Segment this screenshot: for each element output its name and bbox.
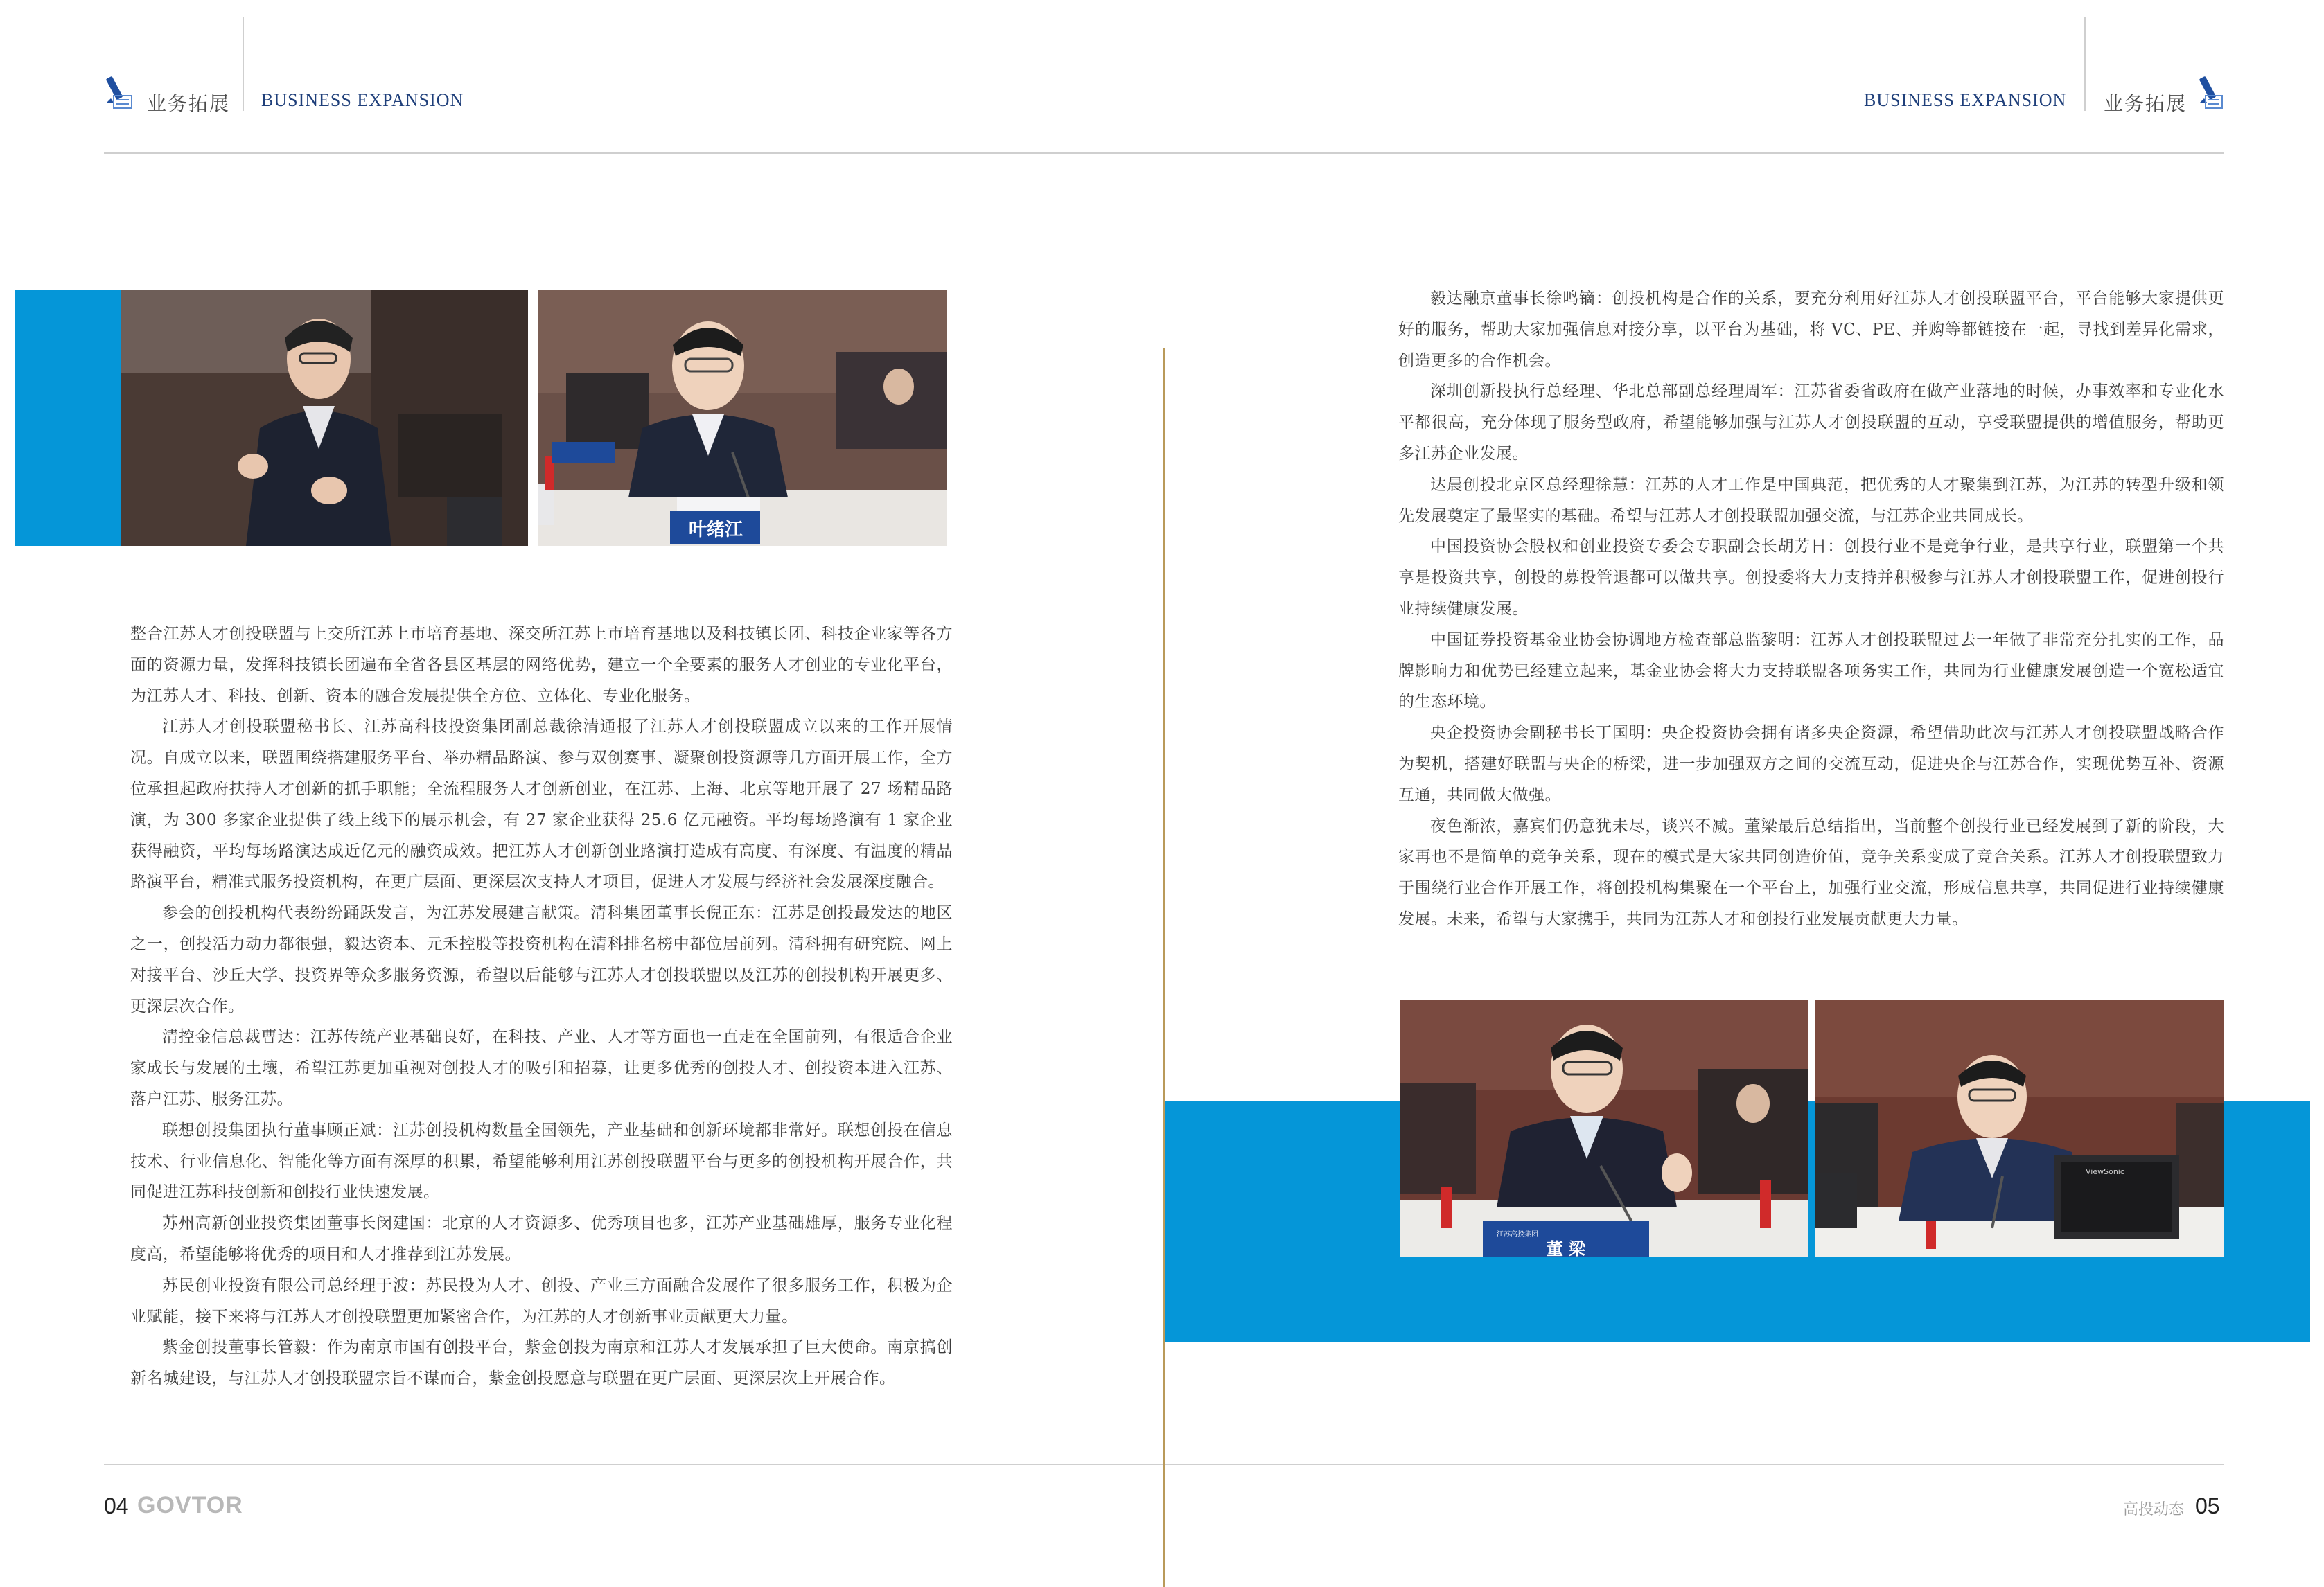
left-paragraph: 联想创投集团执行董事顾正斌：江苏创投机构数量全国领先，产业基础和创新环境都非常好。联想创投在信息技术、行业信息化、智能化等方面有深厚的积累，希望能够利用江苏创投联盟平台与更多的创投机构开展合作，共同促进江苏科技创新和创投行业快速发展。 [130,1121,953,1202]
left-photo-accent-bar [15,290,123,546]
right-paragraph: 深圳创新投执行总经理、华北总部副总经理周军：江苏省委省政府在做产业落地的时候，办事效率和专业化水平都很高，充分体现了服务型政府，希望能够加强与江苏人才创投联盟的互动，享受联盟提供的增值服务，帮助更多江苏企业发展。 [1398,382,2224,463]
right-paragraph: 毅达融京董事长徐鸣镝：创投机构是合作的关系，要充分利用好江苏人才创投联盟平台，平台能够大家提供更好的服务，帮助大家加强信息对接分享，以平台为基础，将 VC、PE、并购等都链接在一起，寻找到差异化需求，创造更多的合作机会。 [1398,290,2224,370]
right-paragraph: 中国证券投资基金业协会协调地方检查部总监黎明：江苏人才创投联盟过去一年做了非常充分扎实的工作，品牌影响力和优势已经建立起来，基金业协会将大力支持联盟各项务实工作，共同为行业健康发展创造一个宽松适宜的生态环境。 [1398,630,2224,711]
govtor-logo: GOVTOR [137,1492,243,1518]
right-header-divider [2084,17,2086,111]
right-paragraph: 夜色渐浓，嘉宾们仍意犹未尽，谈兴不减。董梁最后总结指出，当前整个创投行业已经发展到了新的阶段，大家再也不是简单的竞争关系，现在的模式是大家共同创造价值，竞争关系变成了竞合关系。江苏人才创投联盟致力于围绕行业合作开展工作，将创投机构集聚在一个平台上，加强行业交流，形成信息共享，共同促进行业持续健康发展。未来，希望与大家携手，共同为江苏人才和创投行业发展贡献更大力量。 [1398,817,2224,928]
left-paragraph: 江苏人才创投联盟秘书长、江苏高科技投资集团副总裁徐清通报了江苏人才创投联盟成立以来的工作开展情况。自成立以来，联盟围绕搭建服务平台、举办精品路演、参与双创赛事、凝聚创投资源等几方面开展工作，全方位承担起政府扶持人才创新的抓手职能；全流程服务人才创新创业，在江苏、上海、北京等地开展了 27 场精品路演，为 300 多家企业提供了线上线下的展示机会，有 27 家企业获得 25.6 亿元融资。平均每场路演有 1 家企业获得融资，平均每场路演达成近亿元的融资成效。把江苏人才创新创业路演打造成有高度、有深度、有温度的精品路演平台，精准式服务投资机构，在更广层面、更深层次支持人才项目，促进人才发展与经济社会发展深度融合。 [130,718,953,892]
photo-chairman-at-microphone [1400,1000,1808,1257]
right-paragraph: 中国投资协会股权和创业投资专委会专职副会长胡芳日：创投行业不是竞争行业，是共享行业，联盟第一个共享是投资共享，创投的募投管退都可以做共享。创投委将大力支持并积极参与江苏人才创投联盟工作，促进创投行业持续健康发展。 [1398,538,2224,618]
photo-guest-at-microphone [1815,1000,2224,1257]
left-header-title-en: BUSINESS EXPANSION [261,90,464,110]
nameplate-text: 董 梁 [1546,1239,1586,1257]
photo-speaker-at-microphone [538,290,947,546]
header-rule [104,152,2224,154]
left-paragraph: 清控金信总裁曹达：江苏传统产业基础良好，在科技、产业、人才等方面也一直走在全国前列，有很适合企业家成长与发展的土壤，希望江苏更加重视对创投人才的吸引和招募，让更多优秀的创投人才、创投资本进入江苏、落户江苏、服务江苏。 [130,1028,953,1108]
left-page-number: 04 [104,1493,129,1518]
left-paragraph: 紫金创投董事长管毅：作为南京市国有创投平台，紫金创投为南京和江苏人才发展承担了巨大使命。南京搞创新名城建设，与江苏人才创投联盟宗旨不谋而合，紫金创投愿意与联盟在更广层面、更深层次上开展合作。 [130,1338,953,1388]
left-article-column [130,619,953,1394]
right-footer-rule [1165,1464,2224,1465]
center-gutter-rule [1163,348,1165,1587]
right-article-column [1398,283,2224,935]
left-header-title-cn: 业务拓展 [147,92,231,115]
right-paragraph: 央企投资协会副秘书长丁国明：央企投资协会拥有诸多央企资源，希望借助此次与江苏人才创投联盟战略合作为契机，搭建好联盟与央企的桥梁，进一步加强双方之间的交流互动，促进央企与江苏合作，实现优势互补、资源互通，共同做大做强。 [1398,724,2224,804]
left-footer-rule [104,1464,1163,1465]
left-paragraph: 参会的创投机构代表纷纷踊跃发言，为江苏发展建言献策。清科集团董事长倪正东：江苏是创投最发达的地区之一，创投活力动力都很强，毅达资本、元禾控股等投资机构在清科排名榜中都位居前列。清科拥有研究院、网上对接平台、沙丘大学、投资界等众多服务资源，希望以后能够与江苏人才创投联盟以及江苏的创投机构开展更多、更深层次合作。 [130,904,953,1016]
photo-speaker-gesturing [121,290,528,546]
nameplate-text: 叶绪江 [688,520,743,540]
left-paragraph: 苏州高新创业投资集团董事长闵建国：北京的人才资源多、优秀项目也多，江苏产业基础雄厚，服务专业化程度高，希望能够将优秀的项目和人才推荐到江苏发展。 [130,1214,953,1264]
nameplate-org: 江苏高投集团 [1497,1231,1538,1239]
right-header-pen-icon [2193,75,2224,111]
left-paragraph: 苏民创业投资有限公司总经理于波：苏民投为人才、创投、产业三方面融合发展作了很多服务工作，积极为企业赋能，接下来将与江苏人才创投联盟更加紧密合作，为江苏的人才创新事业贡献更大力量。 [130,1276,953,1326]
right-footer-section: 高投动态 [2123,1501,2185,1518]
right-header-title-en: BUSINESS EXPANSION [1864,90,2067,110]
right-paragraph: 达晨创投北京区总经理徐慧：江苏的人才工作是中国典范，把优秀的人才聚集到江苏，为江苏的转型升级和领先发展奠定了最坚实的基础。希望与江苏人才创投联盟加强交流，与江苏企业共同成长。 [1398,475,2224,525]
monitor-brand-text: ViewSonic [2086,1167,2124,1176]
right-header-title-cn: 业务拓展 [2104,92,2187,115]
left-header-divider [243,17,244,111]
right-page-number: 05 [2195,1493,2220,1518]
left-paragraph: 整合江苏人才创投联盟与上交所江苏上市培育基地、深交所江苏上市培育基地以及科技镇长团、科技企业家等各方面的资源力量，发挥科技镇长团遍布全省各县区基层的网络优势，建立一个全要素的服务人才创业的专业化平台，为江苏人才、科技、创新、资本的融合发展提供全方位、立体化、专业化服务。 [130,625,953,705]
left-header-pen-icon [104,75,134,111]
